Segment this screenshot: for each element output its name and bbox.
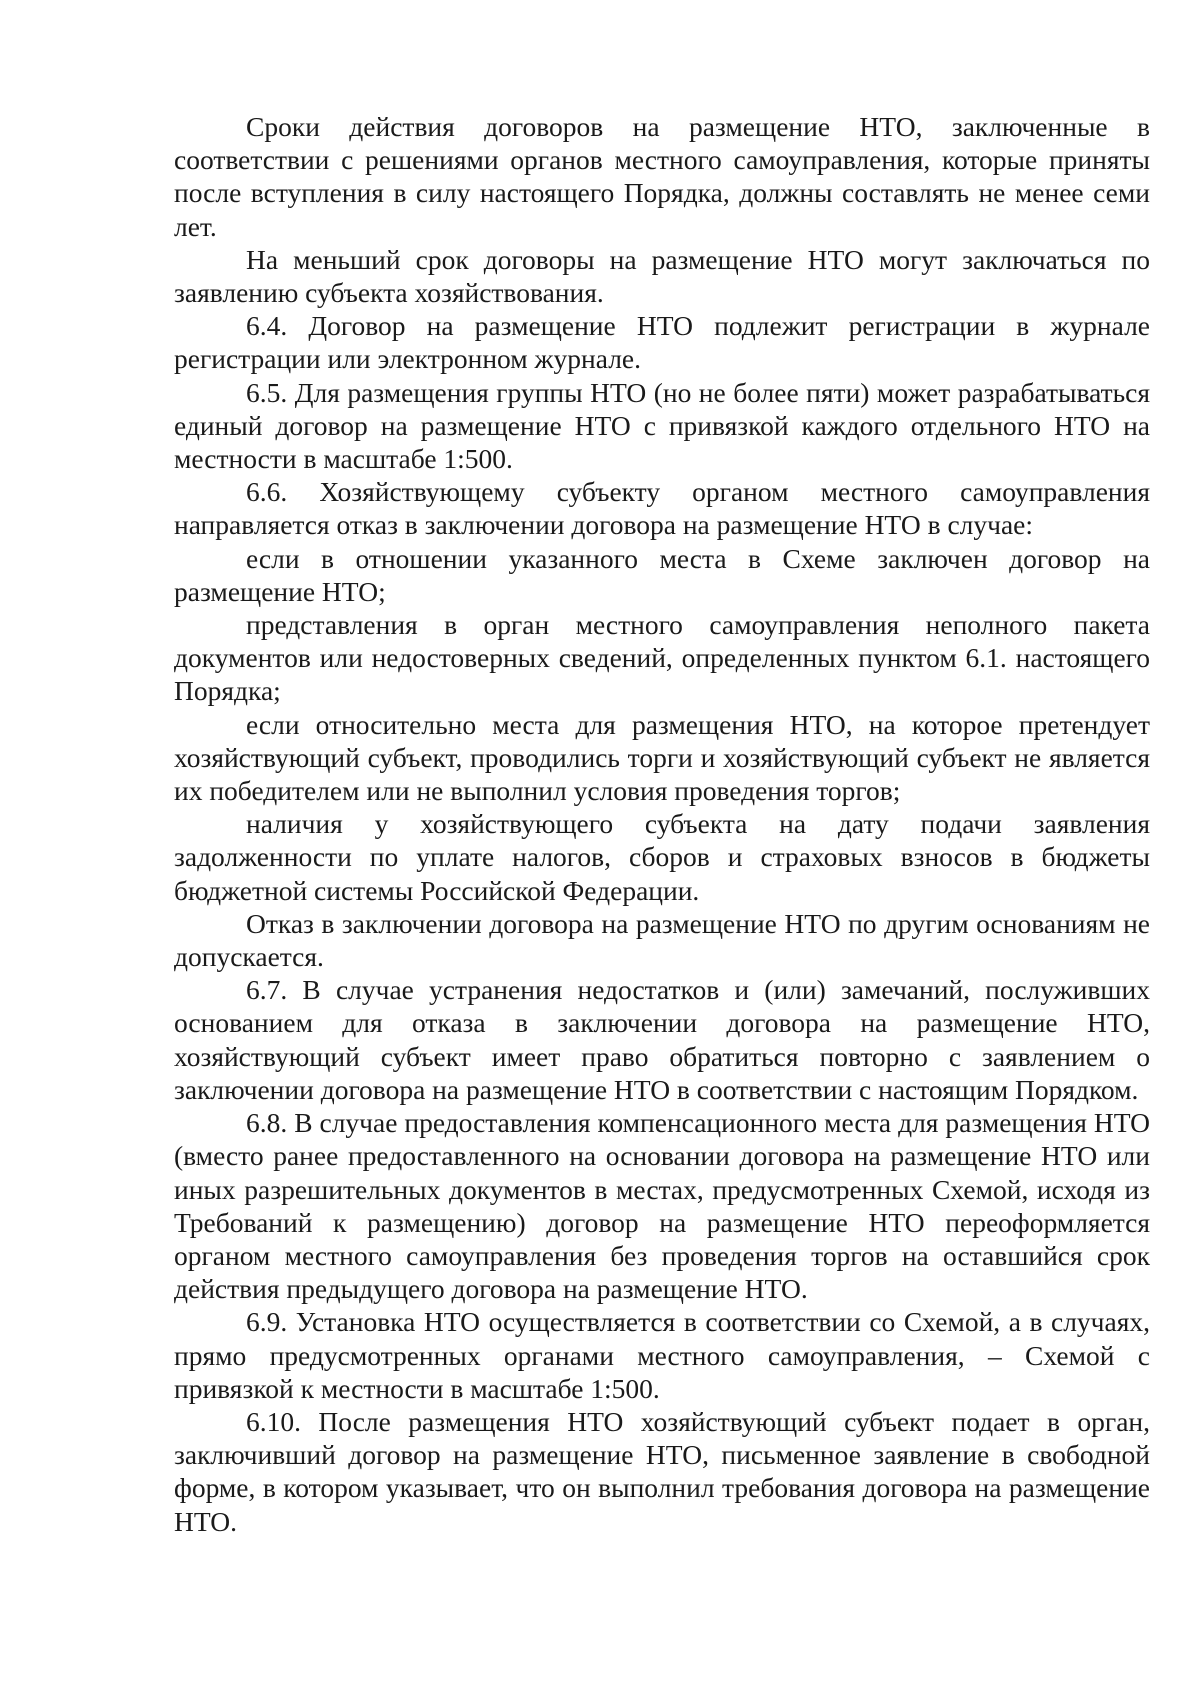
paragraph-refusal-reason-1: если в отношении указанного места в Схеме заключен договор на размещение НТО; (174, 542, 1150, 607)
paragraph-refusal-reason-3: если относительно места для размещения НТО, на которое претендует хозяйствующий субъект, проводились торги и хозяйствующий субъект не является их победителем или не выполнил условия проведения торгов; (174, 708, 1150, 807)
paragraph-6-10: 6.10. После размещения НТО хозяйствующий субъект подает в орган, заключивший договор на размещение НТО, письменное заявление в свободной форме, в котором указывает, что он выполнил требования договора на размещение НТО. (174, 1405, 1150, 1537)
paragraph-shorter-term: На меньший срок договоры на размещение НТО могут заключаться по заявлению субъекта хозяйствования. (174, 243, 1150, 309)
paragraph-6-8: 6.8. В случае предоставления компенсационного места для размещения НТО (вместо ранее предоставленного на основании договора на размещение НТО или иных разрешительных документов в местах, предусмотренных Схемой, исходя из Требований к размещению) договор на размещение НТО переоформляется органом местного самоуправления без проведения торгов на оставшийся срок действия предыдущего договора на размещение НТО. (174, 1107, 1150, 1305)
paragraph-refusal-reason-2: представления в орган местного самоуправления неполного пакета документов или недостоверных сведений, определенных пунктом 6.1. настоящего Порядка; (174, 609, 1150, 707)
paragraph-6-9: 6.9. Установка НТО осуществляется в соответствии со Схемой, а в случаях, прямо предусмотренных органами местного самоуправления, – Схемой с привязкой к местности в масштабе 1:500. (174, 1306, 1150, 1404)
paragraph-6-5: 6.5. Для размещения группы НТО (но не более пяти) может разрабатываться единый договор на размещение НТО с привязкой каждого отдельного НТО на местности в масштабе 1:500. (174, 376, 1150, 475)
paragraph-refusal-other: Отказ в заключении договора на размещение НТО по другим основаниям не допускается. (174, 907, 1150, 973)
paragraph-6-4: 6.4. Договор на размещение НТО подлежит регистрации в журнале регистрации или электронном журнале. (174, 310, 1150, 375)
paragraph-refusal-reason-4: наличия у хозяйствующего субъекта на дату подачи заявления задолженности по уплате налогов, сборов и страховых взносов в бюджеты бюджетной системы Российской Федерации. (174, 808, 1150, 906)
document-page (174, 110, 1150, 1538)
paragraph-contract-term: Сроки действия договоров на размещение НТО, заключенные в соответствии с решениями органов местного самоуправления, которые приняты после вступления в силу настоящего Порядка, должны составлять не менее семи лет. (174, 111, 1150, 242)
paragraph-6-7: 6.7. В случае устранения недостатков и (или) замечаний, послуживших основанием для отказа в заключении договора на размещение НТО, хозяйствующий субъект имеет право обратиться повторно с заявлением о заключении договора на размещение НТО в соответствии с настоящим Порядком. (174, 974, 1150, 1105)
paragraph-6-6: 6.6. Хозяйствующему субъекту органом местного самоуправления направляется отказ в заключении договора на размещение НТО в случае: (174, 476, 1150, 541)
